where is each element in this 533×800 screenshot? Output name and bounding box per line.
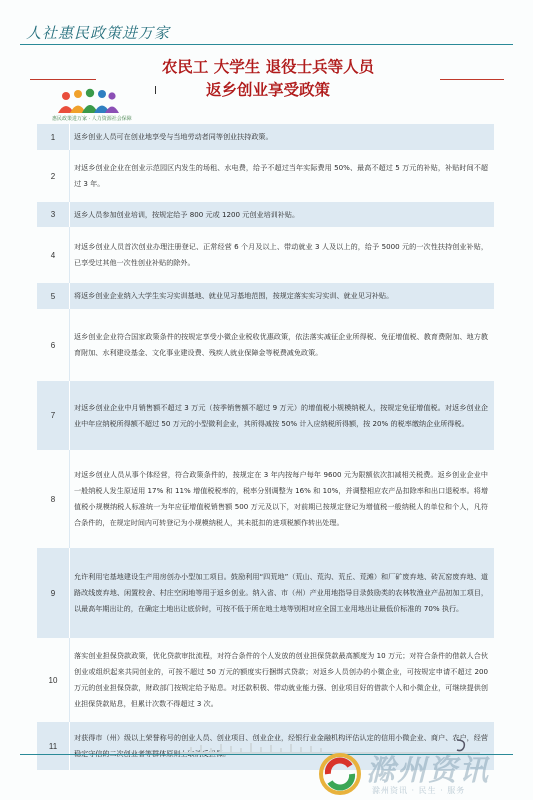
row-text: 返乡人员参加创业培训，按规定给予 800 元或 1200 元创业培训补贴。 (74, 209, 300, 219)
banner-slogan: 人社惠民政策进万家 (26, 24, 171, 42)
table-row (37, 450, 494, 548)
row-divider (69, 548, 70, 638)
row-text: 对返乡创业企业中月销售额不超过 3 万元（按季销售额不超过 9 万元）的增值税小规模纳税人，按规定免征增值税。对返乡创业企业中年应纳税所得额不超过 50 万元的小型微利企业，其所得减按 50% 计入应纳税所得额，按 20% 的税率缴纳企业所得税。 (74, 402, 488, 428)
table-row (37, 227, 494, 283)
table-row (37, 381, 494, 450)
table-row (37, 309, 494, 381)
watermark-brand: 滁州资讯 (366, 753, 491, 787)
row-text: 对返乡创业人员从事个体经营，符合政策条件的，按规定在 3 年内按每户每年 9600 元为限额依次扣减相关税费。返乡创业企业中一般纳税人发生原适用 17% 和 11% 增值税税率的，税率分别调整为 16% 和 10%，并调整相应农产品扣除率和出口退税率。将增值税小规模纳税人标准统一为年应征增值税销售额 500 万元及以下，对前期已按规定登记为增值税一般纳税人的单位和个人，凡符合条件的，在规定时间内可转登记为小规模纳税人，其未抵扣的进项税额作转出处理。 (74, 470, 488, 527)
title-rule-right (440, 79, 504, 80)
logo-caption: 惠民政策进万家 · 人力资源社会保障 (52, 116, 132, 122)
poster-title-line1: 农民工 大学生 退役士兵等人员 (161, 58, 375, 76)
title-tick-mark (155, 86, 156, 94)
watermark-logo-icon (318, 752, 362, 796)
row-number: 9 (50, 588, 56, 598)
row-divider (69, 450, 70, 548)
table-row (37, 283, 494, 309)
row-text: 返乡创业企业符合国家政策条件的按规定享受小微企业税收优惠政策，依法落实减征企业所得税、免征增值税、教育费附加、地方教育附加、水利建设基金、文化事业建设费、残疾人就业保障金等税费减免政策。 (74, 332, 488, 357)
row-divider (69, 722, 70, 770)
banner-divider (20, 44, 513, 45)
row-divider (69, 283, 70, 309)
row-number: 3 (50, 210, 56, 219)
row-number: 1 (50, 132, 56, 142)
row-text: 对返乡创业企业在创业示范园区内发生的场租、水电费，给予不超过当年实际费用 50%、最高不超过 5 万元的补贴，补贴时间不超过 3 年。 (74, 163, 488, 188)
row-text: 允许利用宅基地建设生产用房创办小型加工项目。鼓励利用“四荒地”（荒山、荒沟、荒丘、荒滩）和厂矿废弃地、砖瓦窑废弃地、道路改线废弃地、闲置校舍、村庄空闲地等用于返乡创业。纳入省、市（州）产业用地指导目录鼓励类的农林牧渔业产品初加工项目，以最高年期出让的，在确定土地出让底价时，可按不低于所在地土地等别相对应全国工业用地出让最低价标准的 70% 执行。 (74, 572, 488, 613)
table-row (37, 124, 494, 150)
table-row (37, 548, 494, 638)
row-number: 11 (48, 741, 58, 751)
watermark-subtitle: 滁州资讯 · 民生 · 服务 (372, 786, 466, 795)
row-text: 返乡创业人员可在创业地享受与当地劳动者同等创业扶持政策。 (74, 132, 273, 141)
row-divider (69, 124, 70, 150)
row-divider (69, 381, 70, 450)
row-number: 5 (50, 291, 56, 301)
row-divider (69, 202, 70, 227)
poster-title-line2: 返乡创业享受政策 (205, 81, 330, 99)
row-number: 7 (50, 411, 56, 420)
table-row (37, 638, 494, 722)
row-text: 落实创业担保贷款政策，优化贷款审批流程，对符合条件的个人发放的创业担保贷款最高额度为 10 万元；对符合条件的借款人合伙创业或组织起来共同创业的，可按不超过 50 万元的额度实行捆绑式贷款；对返乡人员创办的小微企业，可按规定申请不超过 200 万元的创业担保贷款，财政部门按规定给予贴息。对还款积极、带动就业能力强、创业项目好的借款个人和小微企业，可继续提供创业担保贷款贴息，但累计次数不得超过 3 次。 (74, 651, 488, 708)
row-text: 将返乡创业企业纳入大学生实习实训基地、就业见习基地范围，按规定落实实习实训、就业见习补贴。 (74, 291, 394, 300)
row-text: 对获得市（州）级以上荣誉称号的创业人员、创业项目、创业企业，经银行业金融机构评估认定的信用小微企业、商户、农户，经营 (74, 733, 488, 742)
row-number: 6 (50, 340, 56, 350)
row-number: 4 (50, 250, 56, 260)
row-number: 8 (50, 494, 56, 504)
row-number: 2 (50, 171, 56, 181)
table-row (37, 202, 494, 227)
row-divider (69, 227, 70, 283)
people-logo-icon (54, 87, 120, 117)
table-row (37, 150, 494, 202)
title-rule-left (30, 79, 96, 80)
row-divider (69, 638, 70, 722)
row-text: 对返乡创业人员首次创业办理注册登记、正常经营 6 个月及以上、带动就业 3 人及以上的，给予 5000 元的一次性扶持创业补贴，已享受过其他一次性创业补贴的除外。 (74, 242, 488, 267)
row-divider (69, 309, 70, 381)
row-divider (69, 150, 70, 202)
row-number: 10 (48, 675, 58, 685)
